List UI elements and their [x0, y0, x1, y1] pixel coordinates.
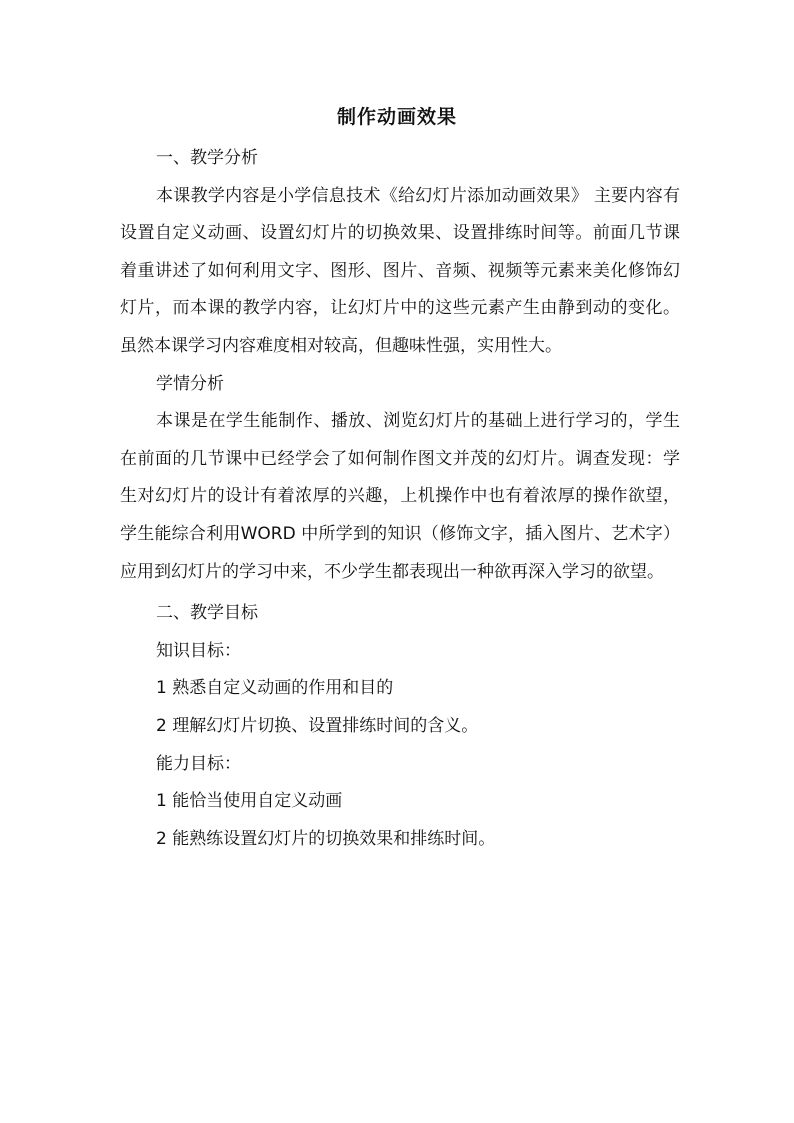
- list-item-knowledge-1: 1 熟悉自定义动画的作用和目的: [156, 678, 394, 699]
- subheading-learner-analysis: 学情分析: [156, 373, 224, 394]
- subheading-knowledge-goals: 知识目标：: [156, 640, 241, 661]
- list-item-ability-1: 1 能恰当使用自定义动画: [156, 791, 343, 812]
- list-item-knowledge-2: 2 理解幻灯片切换、设置排练时间的含义。: [156, 715, 479, 736]
- section-heading-teaching-analysis: 一、教学分析: [156, 148, 258, 168]
- section-heading-teaching-goals: 二、教学目标: [156, 603, 258, 624]
- paragraph-content-analysis: 本课教学内容是小学信息技术《给幻灯片添加动画效果》 主要内容有设置自定义动画、设置幻灯片的切换效果、设置排练时间等。前面几节课着重讲述了如何利用文字、图形、图片、音频、视频等元素来美化修饰幻灯片，而本课的教学内容，让幻灯片中的这些元素产生由静到动的变化。虽然本课学习内容难度相对较高，但趣味性强，实用性大。: [120, 185, 680, 356]
- document-body: [120, 140, 680, 858]
- paragraph-learner-analysis: 本课是在学生能制作、播放、浏览幻灯片的基础上进行学习的，学生在前面的几节课中已经学会了如何制作图文并茂的幻灯片。调查发现：学生对幻灯片的设计有着浓厚的兴趣，上机操作中也有着浓厚的操作欲望，学生能综合利用WORD 中所学到的知识（修饰文字，插入图片、艺术字）应用到幻灯片的学习中来，不少学生都表现出一种欲再深入学习的欲望。: [120, 411, 680, 582]
- subheading-ability-goals: 能力目标：: [156, 753, 241, 774]
- page-title: 制作动画效果: [336, 106, 457, 128]
- list-item-ability-2: 2 能熟练设置幻灯片的切换效果和排练时间。: [156, 828, 496, 849]
